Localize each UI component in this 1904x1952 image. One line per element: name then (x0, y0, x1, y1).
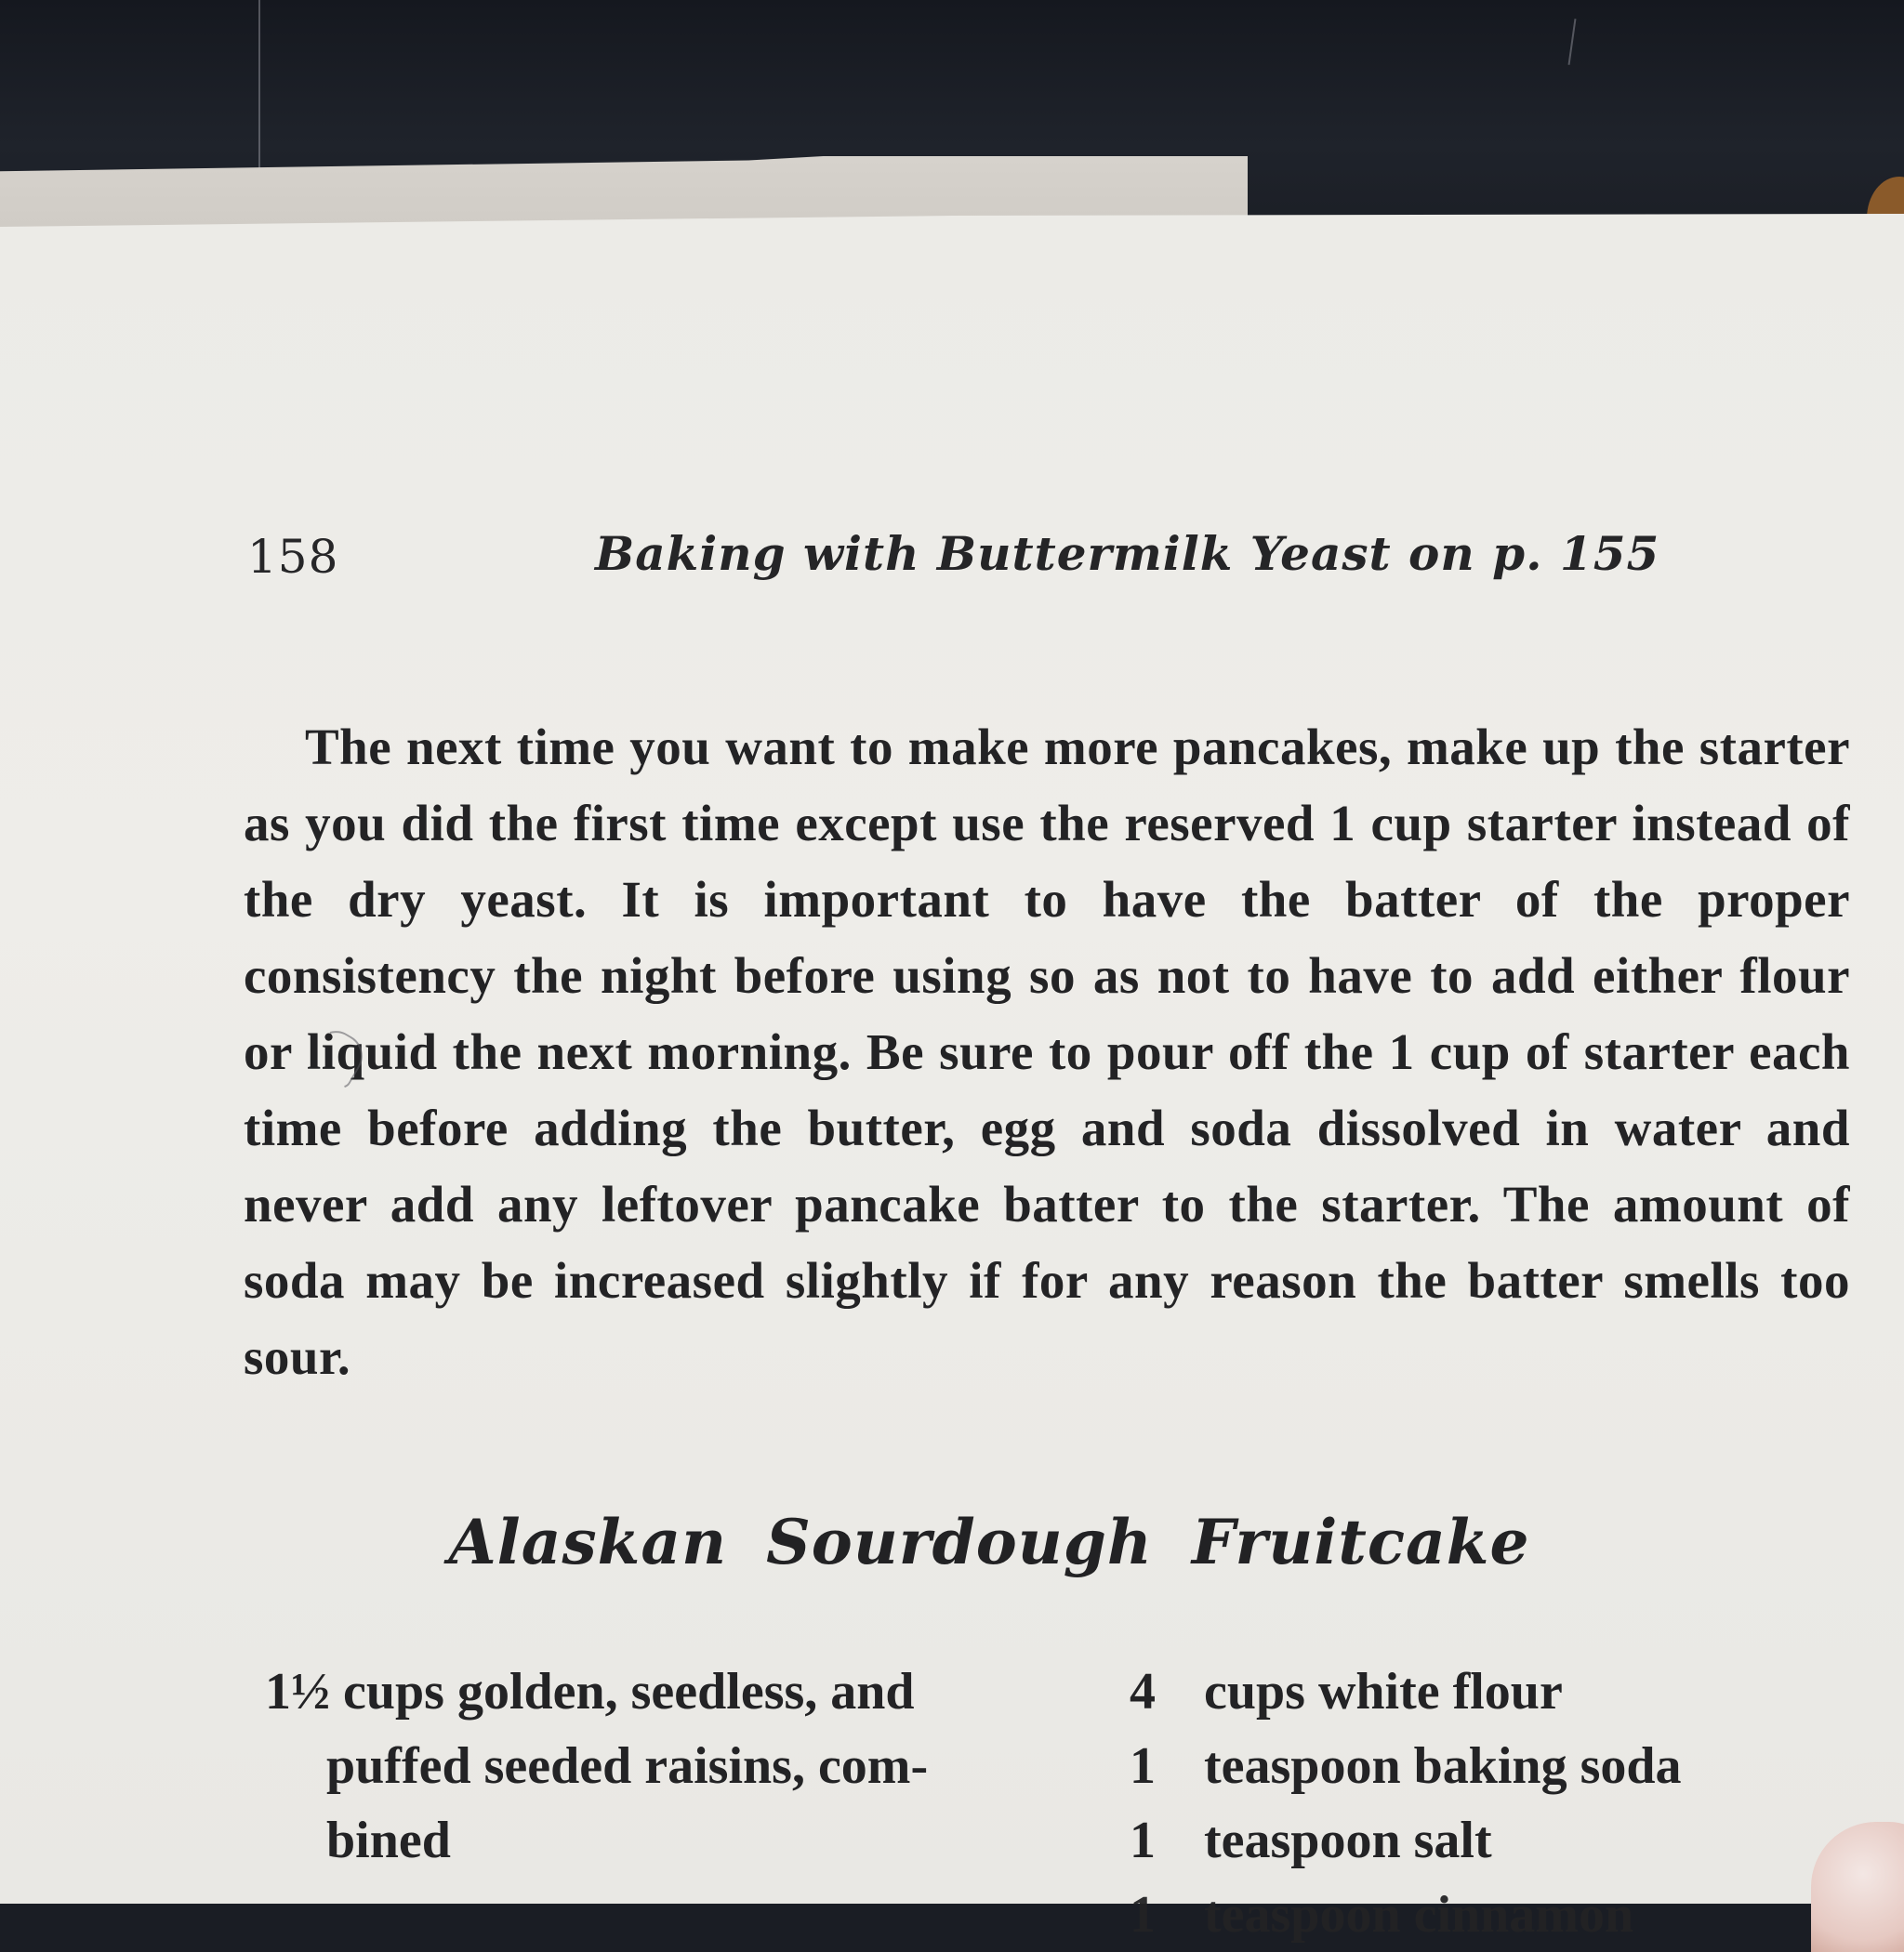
ingredient-text: teaspoon salt (1204, 1812, 1492, 1869)
ingredient-column-right (1130, 1655, 1855, 1952)
ingredient-text: teaspoon baking soda (1204, 1737, 1682, 1795)
ingredient-item (1130, 1803, 1855, 1878)
ingredient-item-cut-off (1130, 1878, 1855, 1952)
ingredient-list (265, 1655, 1864, 1944)
ingredient-item (1130, 1655, 1855, 1729)
body-paragraph: The next time you want to make more pancakes, make up the starter as you did the first time except use the reserved 1 cup starter instead of the dry yeast. It is important to have the batter of the proper consistency the night before using so as not to have to add either flour or liquid the next morning. Be sure to pour off the 1 cup of starter each time before adding the butter, egg and soda dissolved in water and never add any leftover pancake batter to the starter. The amount of soda may be increased slightly if for any reason the batter smells too sour. (244, 719, 1850, 1385)
ingredient-text: cups golden, seedless, and puffed seeded raisins, com- bined (326, 1663, 929, 1869)
surface-scratch (1568, 19, 1577, 65)
surface-scratch (258, 0, 260, 186)
ingredient-quantity: 1 (1130, 1737, 1156, 1795)
ingredient-quantity: 1 (1130, 1812, 1156, 1869)
ingredient-text: cups white flour (1204, 1663, 1563, 1721)
ingredient-quantity: 1½ (265, 1663, 330, 1721)
recipe-title: Alaskan Sourdough Fruitcake (448, 1506, 1530, 1578)
ingredient-text: teaspoon cinnamon (1204, 1886, 1634, 1944)
running-head (0, 526, 1904, 591)
ingredient-column-left (265, 1655, 1027, 1878)
ingredient-quantity: 4 (1130, 1663, 1156, 1721)
ingredient-item (265, 1655, 1027, 1878)
page-number: 158 (247, 530, 339, 584)
ingredient-item (1130, 1729, 1855, 1803)
ingredient-quantity: 1 (1130, 1886, 1156, 1944)
running-head-title: Baking with Buttermilk Yeast on p. 155 (595, 526, 1660, 581)
